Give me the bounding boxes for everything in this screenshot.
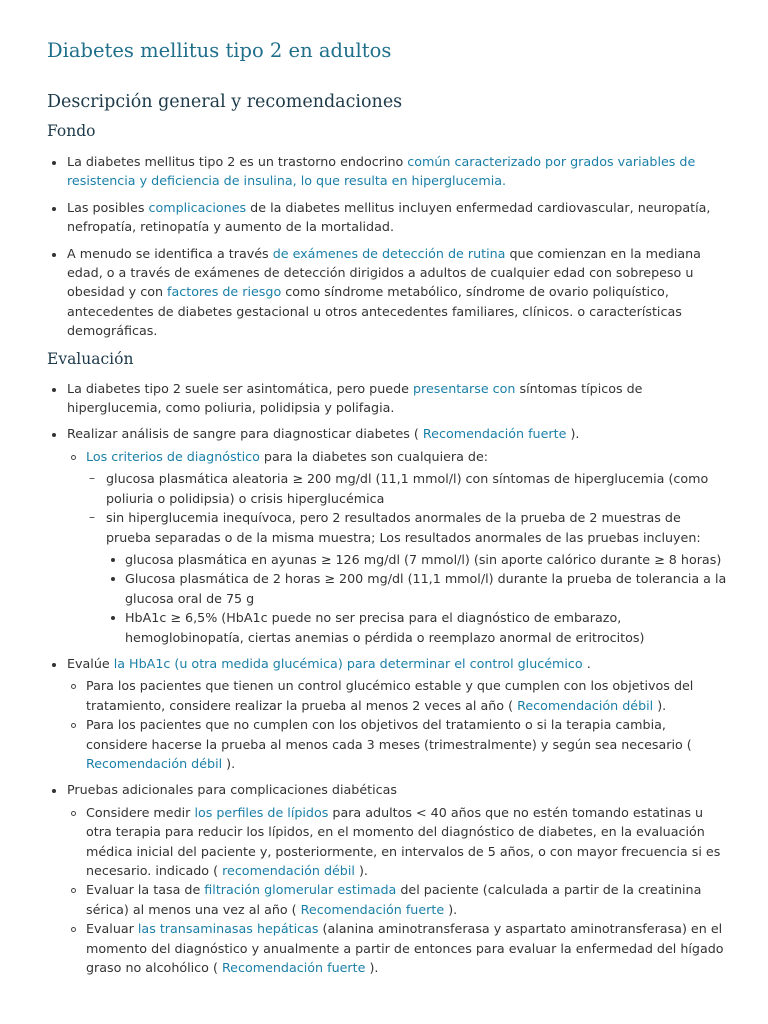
list-item bbox=[47, 379, 728, 418]
text: Realizar análisis de sangre para diagnosticar diabetes ( bbox=[67, 426, 423, 442]
text: Evalúe bbox=[67, 655, 114, 671]
text: A menudo se identifica a través bbox=[67, 245, 273, 261]
text: Para los pacientes que tienen un control glucémico estable y que cumplen con los objetivos del tratamiento, considere realizar la prueba al menos 2 veces al año ( bbox=[86, 678, 694, 713]
list-item bbox=[47, 654, 728, 773]
text: como síndrome metabólico, síndrome de ovario poliquístico, antecedentes de diabetes gestacional u otros antecedentes familiares, clínicos. o características demográficas. bbox=[67, 284, 682, 339]
link-recomendacion-fuerte[interactable]: Recomendación fuerte bbox=[221, 960, 366, 976]
sublist-item bbox=[67, 880, 728, 919]
link-criterios-diagnostico[interactable]: Los criterios de diagnóstico bbox=[86, 448, 260, 464]
page-title: Diabetes mellitus tipo 2 en adultos bbox=[47, 39, 392, 62]
text: para la diabetes son cualquiera de: bbox=[259, 448, 489, 464]
dash-item: – glucosa plasmática aleatoria ≥ 200 mg/dl (11,1 mmol/l) con síntomas de hiperglucemia (como poliuria o polidipsia) o crisis hiperglucémica bbox=[86, 469, 728, 508]
link-filtracion-glomerular[interactable]: filtración glomerular estimada bbox=[204, 882, 397, 898]
text: Las posibles bbox=[67, 199, 149, 215]
criteria-list bbox=[106, 550, 728, 647]
text: ). bbox=[653, 697, 667, 713]
list-item bbox=[47, 424, 728, 646]
sublist-item bbox=[67, 919, 728, 977]
list-item bbox=[47, 780, 728, 977]
text: ). bbox=[354, 863, 368, 878]
fondo-list bbox=[47, 152, 728, 341]
text: Considere medir bbox=[86, 804, 195, 820]
link-recomendacion-debil[interactable]: recomendación débil bbox=[222, 863, 355, 878]
text: La diabetes mellitus tipo 2 es un trastorno endocrino bbox=[67, 154, 408, 169]
text: ). bbox=[444, 901, 458, 917]
sublist-item bbox=[67, 676, 728, 715]
list-item bbox=[47, 152, 728, 191]
link-definicion[interactable]: común caracterizado por grados variables de resistencia y deficiencia de insulina, lo que resulta en hiperglucemia. bbox=[67, 154, 696, 189]
text: que comienzan en la mediana edad, o a través de exámenes de detección dirigidos a adultos de cualquier edad con sobrepeso u obesidad y con bbox=[67, 245, 701, 300]
link-recomendacion-fuerte[interactable]: Recomendación fuerte bbox=[300, 901, 445, 917]
sublist-item bbox=[67, 803, 728, 881]
dash-item bbox=[86, 508, 728, 647]
sublist bbox=[67, 447, 728, 647]
text: para adultos < 40 años que no estén tomando estatinas u otra terapia para reducir los lípidos, en el momento del diagnóstico de diabetes, en la evaluación médica inicial del paciente y, posteriormente, en intervalos de 5 años, o con mayor frecuencia si es necesario. indicado ( bbox=[86, 804, 721, 878]
link-deteccion-rutina[interactable]: de exámenes de detección de rutina bbox=[272, 245, 506, 261]
text: Evaluar la tasa de bbox=[86, 882, 205, 898]
link-perfiles-lipidos[interactable]: los perfiles de lípidos bbox=[194, 804, 329, 820]
link-transaminasas[interactable]: las transaminasas hepáticas bbox=[137, 921, 319, 937]
text: Evaluar bbox=[86, 921, 138, 937]
text: de la diabetes mellitus incluyen enfermedad cardiovascular, neuropatía, nefropatía, retinopatía y aumento de la mortalidad. bbox=[67, 199, 711, 235]
section-title: Descripción general y recomendaciones bbox=[47, 92, 403, 112]
text: sin hiperglucemia inequívoca, pero 2 resultados anormales de la prueba de 2 muestras de prueba separadas o de la misma muestra; Los resultados anormales de las pruebas incluyen: bbox=[106, 510, 701, 545]
list-item bbox=[47, 244, 728, 341]
criteria-item: HbA1c ≥ 6,5% (HbA1c puede no ser precisa para el diagnóstico de embarazo, hemoglobinopatía, ciertas anemias o pérdida o reemplazo anormal de eritrocitos) bbox=[106, 608, 728, 647]
sublist bbox=[67, 803, 728, 978]
evaluacion-heading: Evaluación bbox=[47, 349, 134, 368]
criteria-item: Glucosa plasmática de 2 horas ≥ 200 mg/dl (11,1 mmol/l) durante la prueba de tolerancia a la glucosa oral de 75 g bbox=[106, 569, 728, 608]
text: La diabetes tipo 2 suele ser asintomática, pero puede bbox=[67, 380, 413, 396]
link-recomendacion-debil[interactable]: Recomendación débil bbox=[517, 697, 654, 713]
text: Para los pacientes que no cumplen con los objetivos del tratamiento o si la terapia cambia, considere hacerse la prueba al menos cada 3 meses (trimestralmente) y según sea necesario ( bbox=[86, 717, 692, 752]
sublist-item bbox=[67, 715, 728, 773]
text: (alanina aminotransferasa y aspartato aminotransferasa) en el momento del diagnóstico y anualmente a partir de entonces para evaluar la enfermedad del hígado graso no alcohólico ( bbox=[86, 921, 724, 976]
link-recomendacion-fuerte[interactable]: Recomendación fuerte bbox=[422, 426, 567, 442]
list-item bbox=[47, 198, 728, 237]
evaluacion-list bbox=[47, 379, 728, 978]
dash-list bbox=[86, 469, 728, 647]
sublist bbox=[67, 676, 728, 773]
criteria-item: glucosa plasmática en ayunas ≥ 126 mg/dl (7 mmol/l) (sin aporte calórico durante ≥ 8 horas) bbox=[106, 550, 728, 569]
link-complicaciones[interactable]: complicaciones bbox=[148, 199, 247, 215]
text: ). bbox=[222, 755, 236, 771]
text: ). bbox=[566, 426, 580, 442]
text: del paciente (calculada a partir de la creatinina sérica) al menos una vez al año ( bbox=[86, 882, 702, 917]
text: síntomas típicos de hiperglucemia, como poliuria, polidipsia y polifagia. bbox=[67, 380, 643, 416]
text: ). bbox=[365, 960, 379, 976]
text: Pruebas adicionales para complicaciones diabéticas bbox=[67, 782, 397, 798]
sublist-item bbox=[67, 447, 728, 647]
text: . bbox=[582, 655, 591, 671]
link-presentarse[interactable]: presentarse con bbox=[412, 380, 516, 396]
fondo-heading: Fondo bbox=[47, 122, 96, 140]
link-recomendacion-debil[interactable]: Recomendación débil bbox=[86, 755, 223, 771]
link-factores-riesgo[interactable]: factores de riesgo bbox=[167, 284, 282, 300]
link-hba1c-control[interactable]: la HbA1c (u otra medida glucémica) para determinar el control glucémico bbox=[113, 655, 583, 671]
